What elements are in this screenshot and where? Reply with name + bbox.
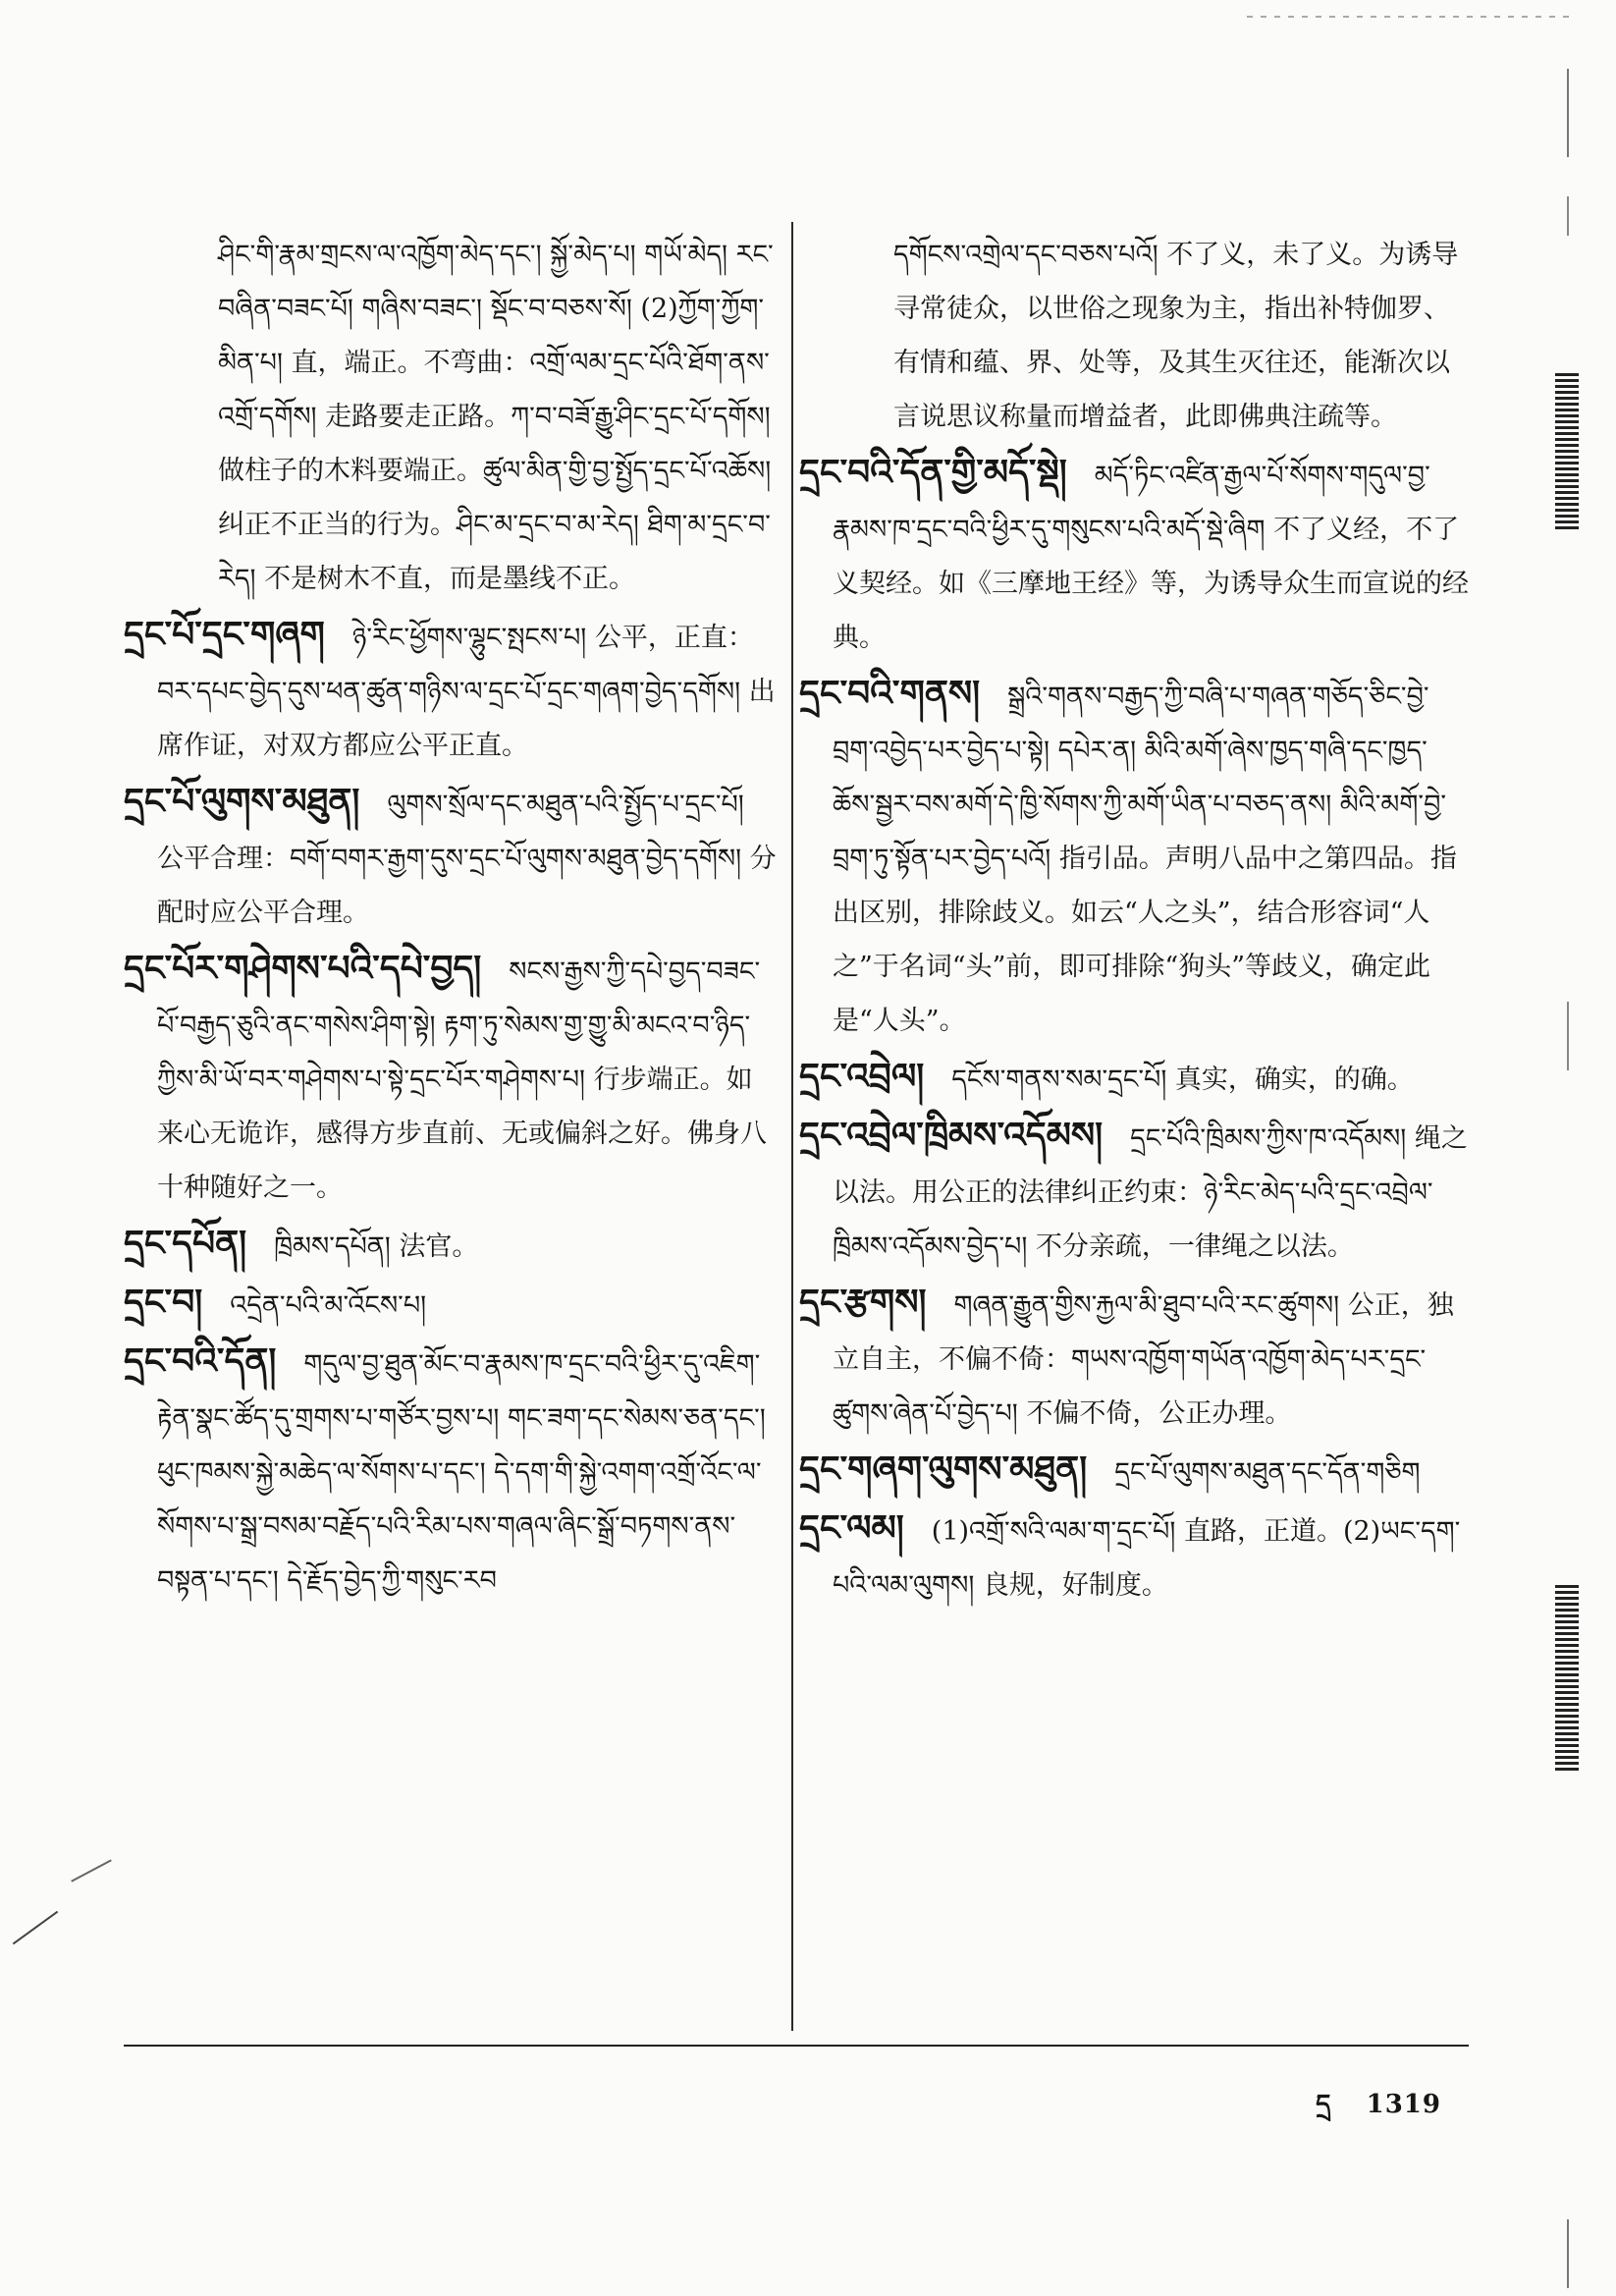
scan-mark xyxy=(1567,1002,1569,1070)
dictionary-entry xyxy=(799,446,1469,665)
entry-headword: དྲང་དཔོན། xyxy=(124,1224,247,1264)
section-letter: དྲ xyxy=(1316,2090,1332,2119)
scan-artifact-dots xyxy=(1247,16,1571,18)
scan-mark xyxy=(1567,196,1569,236)
entry-definition: དྲང་པོ་ལུགས་མཐུན་དང་དོན་གཅིག xyxy=(1114,1457,1421,1488)
dictionary-entry xyxy=(157,228,778,606)
dictionary-entry xyxy=(833,228,1469,444)
entry-definition: སྒྲའི་གནས་བརྒྱད་ཀྱི་བཞི་པ་གཞན་གཅོད་ཅིང་བྱེ་བྲག་འབྱེད་པར་བྱེད་པ་སྟེ། དཔེར་ན། མིའི་མགོ་ཞེས་ཁྱད་གཞི་དང་ཁྱད་ཆོས་སྦྱར་བས་མགོ་དེ་ཁྱི་སོགས་ཀྱི་མགོ་ཡིན་པ་བཅད་ནས། མིའི་མགོ་བྱེ་བྲག་ཏུ་སྟོན་པར་བྱེད་པའོ། 指引品。声明八品中之第四品。指出区别，排除歧义。如云“人之头”，结合形容词“人之”于名词“头”前，即可排除“狗头”等歧义，确定此是“人头”。 xyxy=(833,682,1457,1036)
dictionary-entry xyxy=(799,667,1469,1048)
entry-definition: སངས་རྒྱས་ཀྱི་དཔེ་བྱད་བཟང་པོ་བརྒྱད་ཅུའི་ནང་གསེས་ཤིག་སྟེ། རྟག་ཏུ་སེམས་གྱ་གྱུ་མི་མངའ་བ་ཉིད་ཀྱིས་མི་ཡོ་བར་གཤེགས་པ་སྟེ་དྲང་པོར་གཤེགས་པ། 行步端正。如来心无诡诈，感得方步直前、无或偏斜之好。佛身八十种随好之一。 xyxy=(157,957,767,1203)
entry-definition: ཤིང་གི་རྣམ་གྲངས་ལ་འཁྱོག་མེད་དང་། སྐྱོ་མེད་པ། གཡོ་མེད། རང་བཞིན་བཟང་པོ། གཞིས་བཟང་། སྡོང་བ་བཅས་སོ། (2)ཀྱོག་ཀྱོག་མིན་པ། 直，端正。不弯曲：འགྲོ་ལམ་དྲང་པོའི་ཐོག་ནས་འགྲོ་དགོས། 走路要走正路。ཀ་བ་བཟོ་རྒྱུ་ཤིང་དྲང་པོ་དགོས། 做柱子的木料要端正。ཚུལ་མིན་གྱི་བྱ་སྤྱོད་དྲང་པོ་འཆོས། 纠正不正当的行为。ཤིང་མ་དྲང་བ་མ་རེད། ཐིག་མ་དྲང་བ་རེད། 不是树木不直，而是墨线不正。 xyxy=(218,240,774,594)
page-number: 1319 xyxy=(1366,2090,1441,2119)
entry-headword: དྲང་འབྲེལ་ཁྲིམས་འདོམས། xyxy=(799,1116,1104,1156)
entry-definition: ཉེ་རིང་ཕྱོགས་ལྷུང་སྤངས་པ། 公平，正直：བར་དཔང་བྱེད་དུས་ཕན་ཚུན་གཉིས་ལ་དྲང་པོ་དྲང་གཞག་བྱེད་དགོས། 出席作证，对双方都应公平正直。 xyxy=(157,623,776,761)
pen-stroke-mark xyxy=(71,1859,112,1882)
left-column xyxy=(124,228,778,1610)
dictionary-entry xyxy=(124,775,778,940)
entry-headword: དྲང་བའི་དོན། xyxy=(124,1341,277,1382)
dictionary-entry xyxy=(799,1443,1469,1500)
scan-margin-marks xyxy=(1528,0,1616,2296)
dictionary-entry xyxy=(124,1217,778,1274)
scan-mark xyxy=(1555,1585,1579,1772)
entry-definition: གདུལ་བྱ་ཐུན་མོང་བ་རྣམས་ཁ་དྲང་བའི་ཕྱིར་དུ་འཇིག་རྟེན་སྣང་ཚོད་དུ་གྲགས་པ་གཙོར་བྱས་པ། གང་ཟག་དང་སེམས་ཅན་དང་། ཕུང་ཁམས་སྐྱེ་མཆེད་ལ་སོགས་པ་དང་། དེ་དག་གི་སྐྱེ་འགག་འགྲོ་འོང་ལ་སོགས་པ་སྒྲ་བསམ་བརྗོད་པའི་རིམ་པས་གཞལ་ཞིང་སྒྲོ་བཏགས་ནས་བསྟན་པ་དང་། དེ་རྗོད་བྱེད་ཀྱི་གསུང་རབ xyxy=(157,1349,766,1596)
entry-definition: ཁྲིམས་དཔོན། 法官。 xyxy=(274,1231,479,1262)
entry-headword: དྲང་རྩགས། xyxy=(799,1283,927,1323)
entry-headword: དྲང་འབྲེལ། xyxy=(799,1057,925,1097)
entry-headword: དྲང་བའི་དོན་གྱི་མདོ་སྡེ། xyxy=(799,453,1067,493)
scan-mark xyxy=(1555,373,1579,530)
right-column xyxy=(799,228,1469,1614)
entry-definition: དགོངས་འགྲེལ་དང་བཅས་པའོ། 不了义，未了义。为诱导寻常徒众，以世俗之现象为主，指出补特伽罗、有情和蕴、界、处等，及其生灭往还，能渐次以言说思议称量而增益者，此即佛典注疏等。 xyxy=(893,240,1459,432)
dictionary-entry xyxy=(124,942,778,1215)
entry-definition: (1)འགྲོ་སའི་ལམ་ག་དྲང་པོ། 直路，正道。(2)ཡང་དག་པའི་ལམ་ལུགས། 良规，好制度。 xyxy=(833,1516,1461,1601)
dictionary-entry xyxy=(124,1276,778,1333)
dictionary-entry xyxy=(799,1502,1469,1613)
bottom-rule xyxy=(124,2045,1469,2047)
scan-mark xyxy=(1567,69,1569,157)
entry-definition: དངོས་གནས་སམ་དྲང་པོ། 真实，确实，的确。 xyxy=(951,1065,1414,1095)
dictionary-entry xyxy=(124,1335,778,1608)
entry-headword: དྲང་བའི་གནས། xyxy=(799,674,981,714)
dictionary-entry xyxy=(799,1109,1469,1274)
entry-definition: མདོ་ཏིང་འཛིན་རྒྱལ་པོ་སོགས་གདུལ་བྱ་རྣམས་ཁ་དྲང་བའི་ཕྱིར་དུ་གསུངས་པའི་མདོ་སྡེ་ཞིག 不了义经，不了义契经。如《三摩地王经》等，为诱导众生而宣说的经典。 xyxy=(833,461,1469,653)
page-footer xyxy=(1316,2076,1441,2148)
entry-definition: གཞན་རྒྱུན་གྱིས་རྐྱལ་མི་ཐུབ་པའི་རང་ཚུགས། 公正，独立自主，不偏不倚：གཡས་འཁྱོག་གཡོན་འཁྱོག་མེད་པར་དྲང་ཚུགས་ཞེན་པོ་བྱེད་པ། 不偏不倚，公正办理。 xyxy=(833,1290,1454,1429)
column-divider xyxy=(791,222,793,2031)
entry-headword: དྲང་པོར་གཤེགས་པའི་དཔེ་བྱད། xyxy=(124,949,482,989)
entry-headword: དྲང་བ། xyxy=(124,1283,203,1323)
scan-mark xyxy=(1567,2219,1569,2288)
entry-headword: དྲང་གཞག་ལུགས་མཐུན། xyxy=(799,1449,1088,1490)
dictionary-entry xyxy=(799,1276,1469,1441)
dictionary-entry xyxy=(799,1050,1469,1107)
entry-definition: ལུགས་སྲོལ་དང་མཐུན་པའི་སྤྱོད་པ་དྲང་པོ། 公平合理：བགོ་བགར་རྒྱག་དུས་དྲང་པོ་ལུགས་མཐུན་བྱེད་དགོས། 分配时应公平合理。 xyxy=(157,790,777,928)
entry-definition: དྲང་པོའི་ཁྲིམས་ཀྱིས་ཁ་འདོམས། 绳之以法。用公正的法律纠正约束：ཉེ་རིང་མེད་པའི་དྲང་འབྲེལ་ཁྲིམས་འདོམས་བྱེད་པ། 不分亲疏，一律绳之以法。 xyxy=(833,1123,1468,1262)
entry-headword: དྲང་པོ་ལུགས་མཐུན། xyxy=(124,782,360,822)
entry-headword: དྲང་ལམ། xyxy=(799,1508,904,1549)
entry-headword: དྲང་པོ་དྲང་གཞག xyxy=(124,615,325,655)
pen-stroke-mark xyxy=(13,1911,58,1945)
entry-definition: འདྲེན་པའི་མ་འོངས་པ། xyxy=(230,1290,427,1321)
dictionary-entry xyxy=(124,608,778,773)
